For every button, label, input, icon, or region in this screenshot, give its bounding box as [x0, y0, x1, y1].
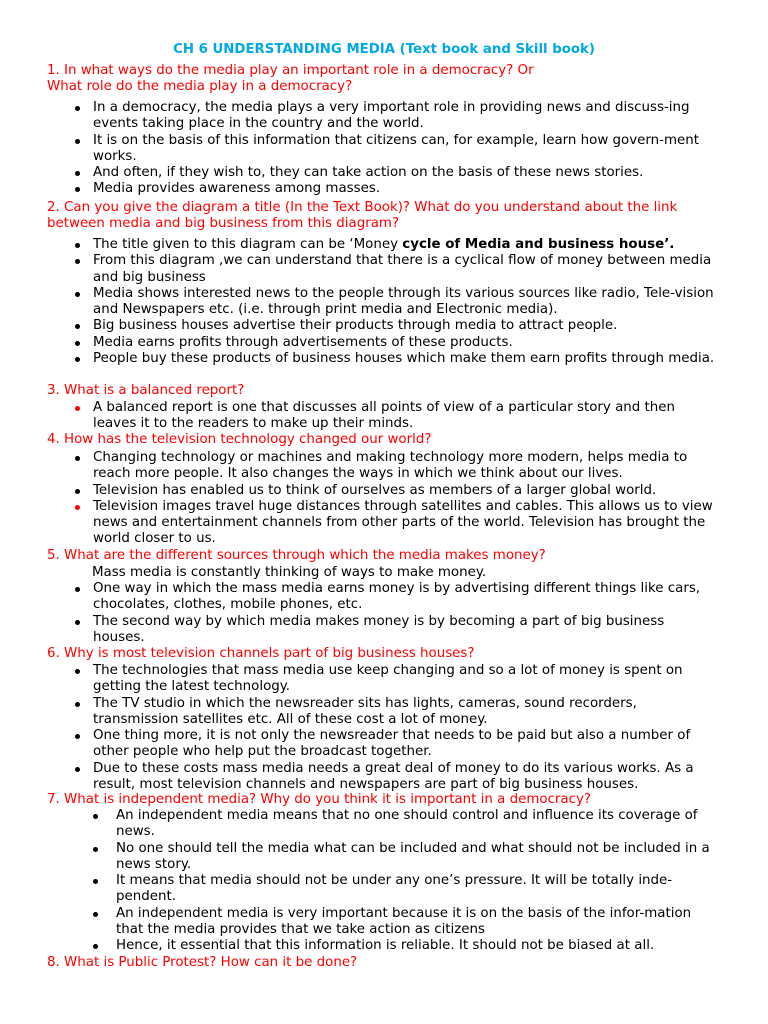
list-item: One thing more, it is not only the newsreader that needs to be paid but also a number of other people who help put the broadcast together. — [74, 728, 716, 761]
list-item: Television images travel huge distances through satellites and cables. This allows us to view news and entertainment channels from other parts of the world. Television has brought the world closer to us. — [74, 499, 716, 548]
question-6: 6. Why is most television channels part of big business houses? — [47, 646, 475, 661]
list-item: The title given to this diagram can be ‘Money cycle of Media and business house’. — [74, 237, 716, 253]
list-item: The technologies that mass media use keep changing and so a lot of money is spent on getting the latest technology. — [74, 663, 716, 696]
question-3: 3. What is a balanced report? — [47, 383, 245, 398]
intro-text: Mass media is constantly thinking of ways to make money. — [92, 565, 487, 580]
list-item: Media provides awareness among masses. — [74, 181, 716, 197]
answer-list-6 — [74, 663, 716, 793]
question-7: 7. What is independent media? Why do you think it is important in a democracy? — [47, 792, 592, 807]
list-item: Television has enabled us to think of ourselves as members of a larger global world. — [74, 483, 716, 499]
list-item: A balanced report is one that discusses all points of view of a particular story and then leaves it to the readers to make up their minds. — [74, 400, 716, 433]
list-item: The second way by which media makes money is by becoming a part of big business houses. — [74, 614, 716, 647]
list-item: It is on the basis of this information that citizens can, for example, learn how govern-ment works. — [74, 133, 716, 166]
answer-list-5 — [74, 581, 716, 646]
list-item: Big business houses advertise their products through media to attract people. — [74, 318, 716, 334]
list-item: Hence, it essential that this information is reliable. It should not be biased at all. — [92, 938, 716, 954]
answer-list-7 — [92, 808, 716, 955]
question-5: 5. What are the different sources through which the media makes money? — [47, 548, 546, 563]
list-item: Media earns profits through advertisements of these products. — [74, 335, 716, 351]
page-title: CH 6 UNDERSTANDING MEDIA (Text book and Skill book) — [173, 42, 595, 57]
list-item: One way in which the mass media earns money is by advertising different things like cars, chocolates, clothes, mobile phones, etc. — [74, 581, 716, 614]
list-item: People buy these products of business houses which make them earn profits through media. — [74, 351, 716, 367]
list-item: The TV studio in which the newsreader sits has lights, cameras, sound recorders, transmission satellites etc. All of these cost a lot of money. — [74, 696, 716, 729]
answer-list-1 — [74, 100, 716, 198]
list-item: From this diagram ,we can understand that there is a cyclical flow of money between media and big business — [74, 253, 716, 286]
question-1: 1. In what ways do the media play an important role in a democracy? Or What role do the media play in a democracy? — [47, 63, 534, 95]
list-item: In a democracy, the media plays a very important role in providing news and discuss-ing events taking place in the country and the world. — [74, 100, 716, 133]
answer-list-2 — [74, 237, 716, 367]
list-item: Due to these costs mass media needs a great deal of money to do its various works. As a result, most television channels and newspapers are part of big business houses. — [74, 761, 716, 794]
list-item: And often, if they wish to, they can take action on the basis of these news stories. — [74, 165, 716, 181]
list-item: Changing technology or machines and making technology more modern, helps media to reach more people. It also changes the ways in which we think about our lives. — [74, 450, 716, 483]
list-item: An independent media is very important because it is on the basis of the infor-mation that the media provides that we take action as citizens — [92, 906, 716, 939]
question-8: 8. What is Public Protest? How can it be done? — [47, 955, 358, 970]
list-item: An independent media means that no one should control and influence its coverage of news. — [92, 808, 716, 841]
answer-list-3 — [74, 400, 716, 433]
list-item: No one should tell the media what can be included and what should not be included in a news story. — [92, 841, 716, 874]
question-2: 2. Can you give the diagram a title (In the Text Book)? What do you understand about the link between media and big business from this diagram? — [47, 200, 678, 232]
list-item: Media shows interested news to the people through its various sources like radio, Tele-vision and Newspapers etc. (i.e. through print media and Electronic media). — [74, 286, 716, 319]
question-4: 4. How has the television technology changed our world? — [47, 432, 432, 447]
answer-list-4 — [74, 450, 716, 548]
list-item: It means that media should not be under any one’s pressure. It will be totally inde-pendent. — [92, 873, 716, 906]
